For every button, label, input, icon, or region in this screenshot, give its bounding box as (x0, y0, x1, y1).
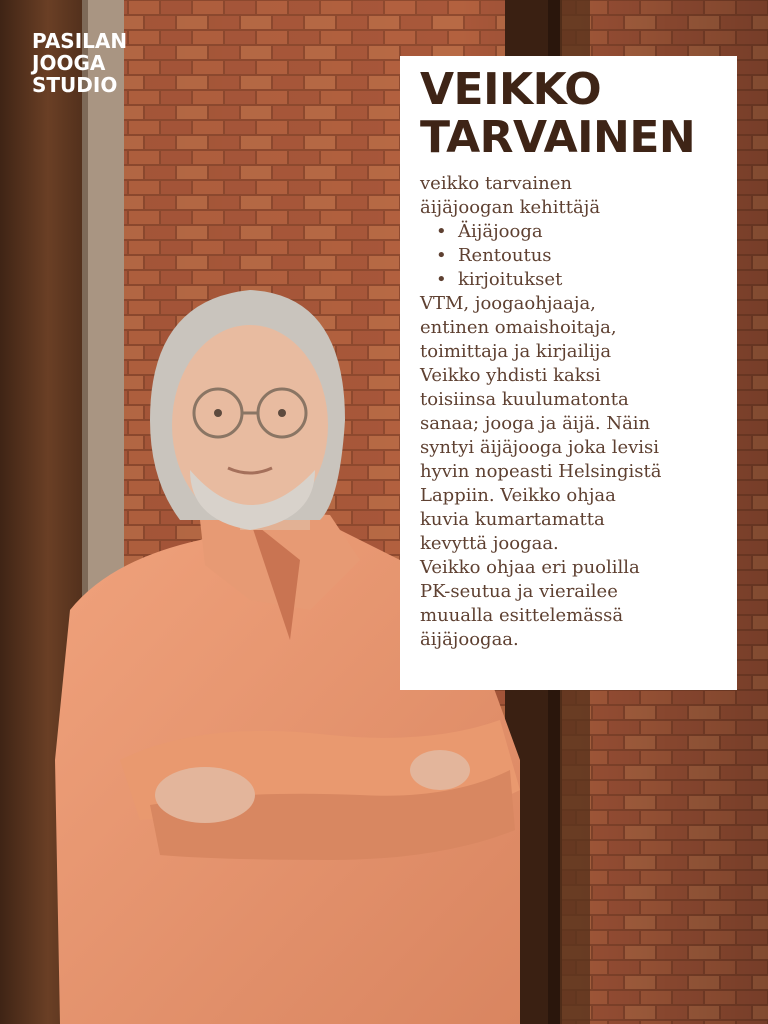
description-line: kuvia kumartamatta (420, 509, 605, 530)
topic-item: • kirjoitukset (436, 268, 723, 292)
topic-item: • Äijäjooga (436, 220, 723, 244)
logo-line: STUDIO (32, 73, 118, 97)
name-line: TARVAINEN (420, 112, 696, 163)
studio-logo (32, 30, 127, 96)
description-line: Lappiin. Veikko ohjaa (420, 485, 616, 506)
profile-card (400, 56, 737, 690)
description-line: Veikko ohjaa eri puolilla (420, 557, 640, 578)
description-line: PK-seutua ja vierailee (420, 581, 618, 602)
profile-bio (420, 172, 723, 652)
description-line: VTM, joogaohjaaja, (420, 293, 596, 314)
description-line: hyvin nopeasti Helsingistä (420, 461, 662, 482)
profile-name (420, 66, 723, 162)
intro-line: äijäjoogan kehittäjä (420, 197, 601, 218)
description-line: kevyttä joogaa. (420, 533, 559, 554)
logo-line: JOOGA (32, 51, 106, 75)
description-line: sanaa; jooga ja äijä. Näin (420, 413, 651, 434)
description-line: äijäjoogaa. (420, 629, 519, 650)
name-line: VEIKKO (420, 64, 602, 115)
topic-item: • Rentoutus (436, 244, 723, 268)
description-line: toimittaja ja kirjailija (420, 341, 612, 362)
description-line: Veikko yhdisti kaksi (420, 365, 601, 386)
description-line: muualla esittelemässä (420, 605, 624, 626)
topic-list (420, 220, 723, 292)
description-line: entinen omaishoitaja, (420, 317, 617, 338)
logo-line: PASILAN (32, 29, 128, 53)
description-line: toisiinsa kuulumatonta (420, 389, 629, 410)
intro-line: veikko tarvainen (420, 173, 573, 194)
description-line: syntyi äijäjooga joka levisi (420, 437, 660, 458)
